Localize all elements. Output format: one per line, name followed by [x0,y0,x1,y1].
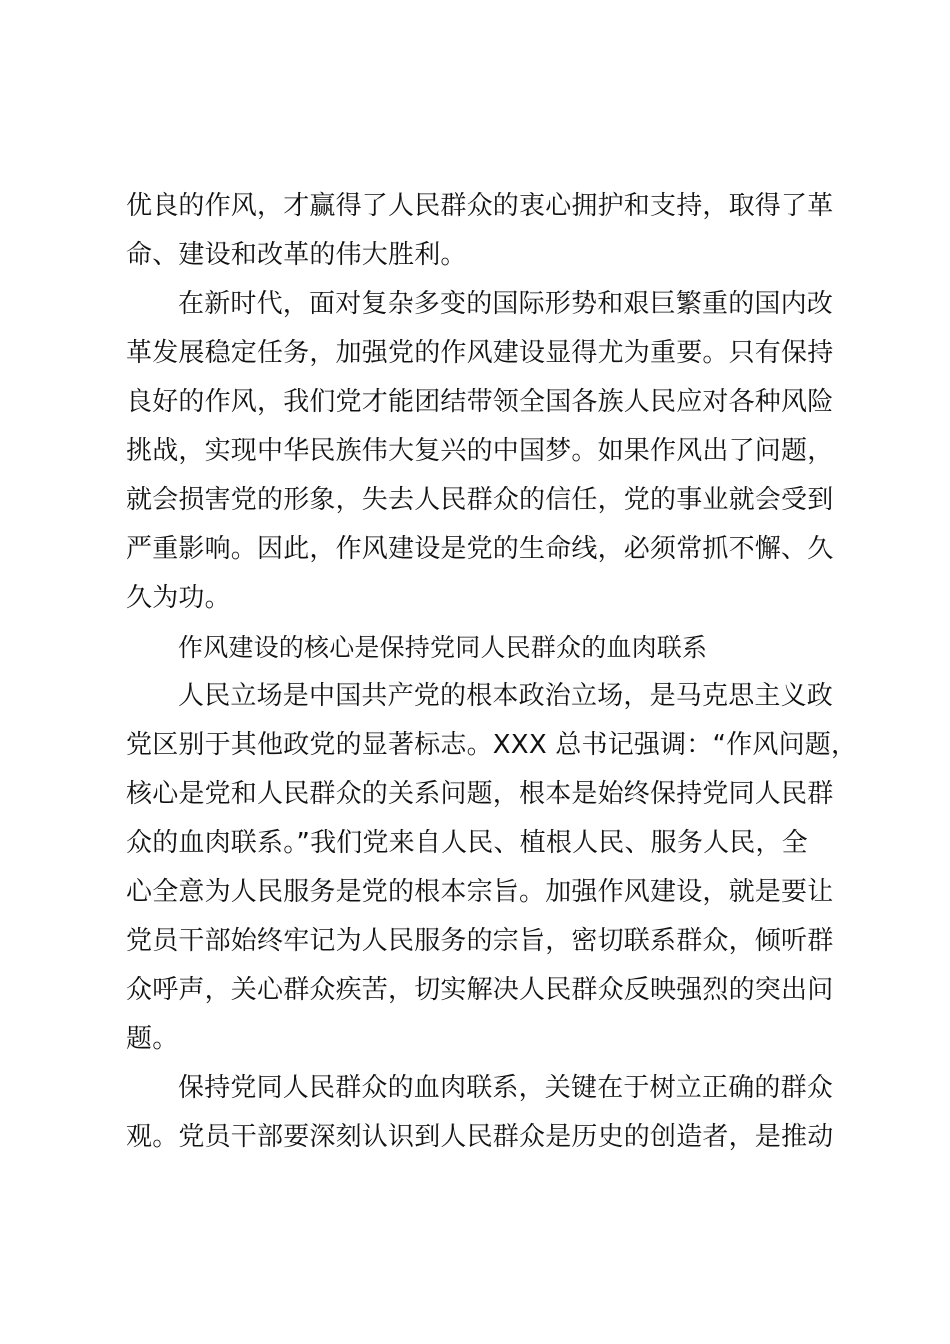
text-line: 优良的作风，才赢得了人民群众的衷心拥护和支持，取得了革 [126,191,834,221]
text-line: 观。党员干部要深刻认识到人民群众是历史的创造者，是推动 [126,1122,834,1152]
text-line: 严重影响。因此，作风建设是党的生命线，必须常抓不懈、久 [126,534,834,564]
text-line: 党区别于其他政党的显著标志。XXX 总书记强调：“作风问题， [126,730,858,760]
text-line: 党员干部始终牢记为人民服务的宗旨，密切联系群众，倾听群 [126,926,834,956]
text-line: 众呼声，关心群众疾苦，切实解决人民群众反映强烈的突出问 [126,975,834,1005]
paragraph-first-line: 保持党同人民群众的血肉联系，关键在于树立正确的群众 [178,1073,834,1103]
text-line: 核心是党和人民群众的关系问题，根本是始终保持党同人民群 [126,779,834,809]
text-line: 众的血肉联系。”我们党来自人民、植根人民、服务人民，全 [126,828,808,858]
text-line: 革发展稳定任务，加强党的作风建设显得尤为重要。只有保持 [126,338,834,368]
text-line: 挑战，实现中华民族伟大复兴的中国梦。如果作风出了问题， [126,436,834,466]
text-line: 良好的作风，我们党才能团结带领全国各族人民应对各种风险 [126,387,834,417]
section-heading: 作风建设的核心是保持党同人民群众的血肉联系 [178,633,708,662]
paragraph-first-line: 人民立场是中国共产党的根本政治立场，是马克思主义政 [178,681,834,711]
text-line: 题。 [126,1024,179,1054]
body-text [126,182,858,1162]
text-line: 命、建设和改革的伟大胜利。 [126,240,467,270]
paragraph-first-line: 在新时代，面对复杂多变的国际形势和艰巨繁重的国内改 [178,289,834,319]
text-line: 心全意为人民服务是党的根本宗旨。加强作风建设，就是要让 [126,877,834,907]
text-line: 久为功。 [126,583,231,613]
text-line: 就会损害党的形象，失去人民群众的信任，党的事业就会受到 [126,485,834,515]
